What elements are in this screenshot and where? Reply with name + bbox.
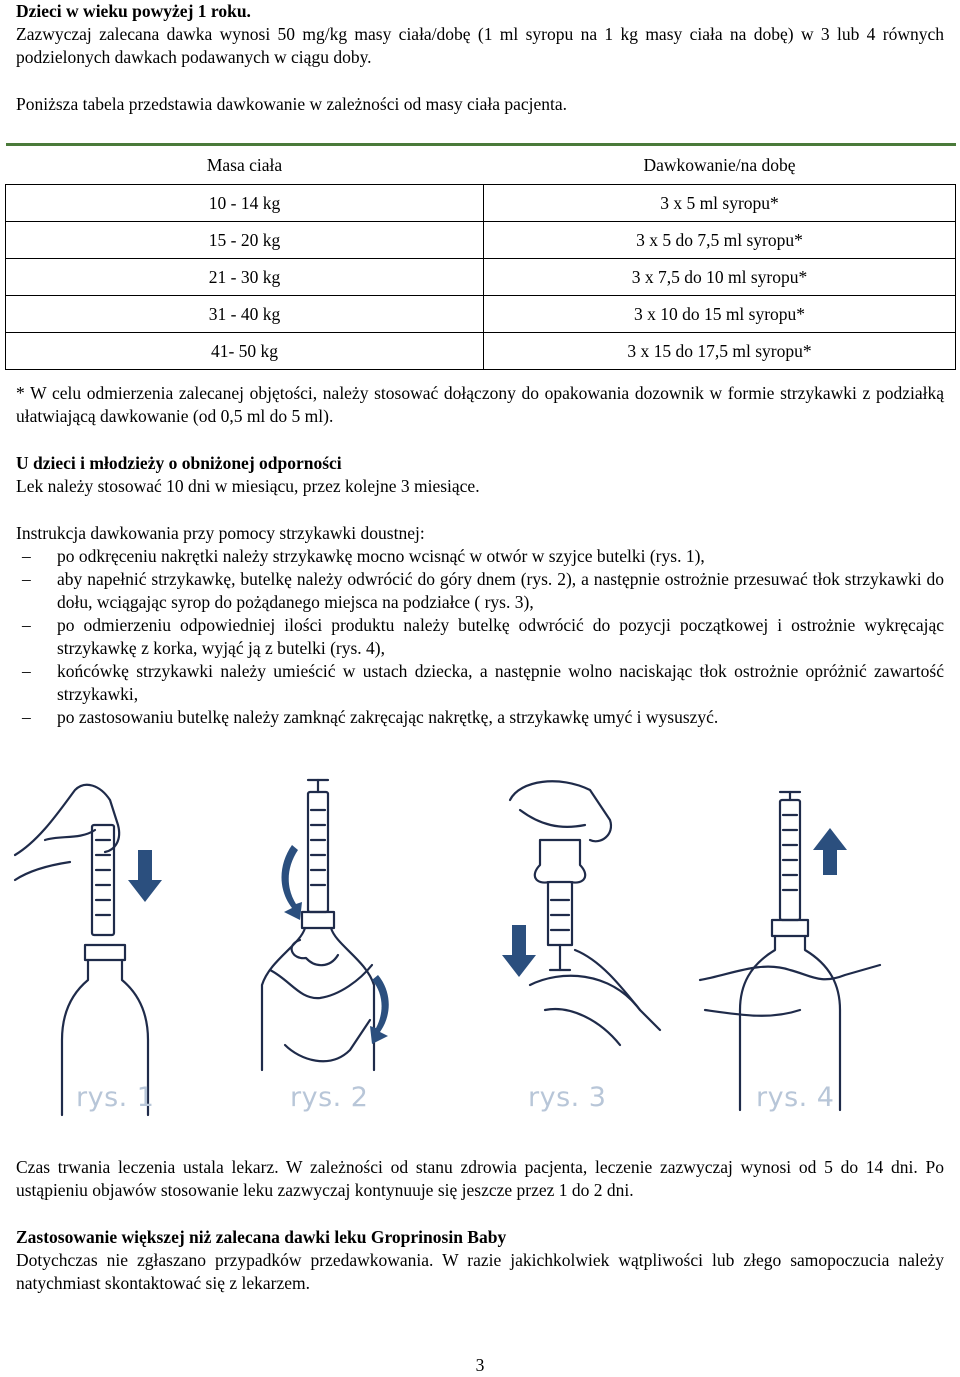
figure-label-1: rys. 1 [76, 1082, 155, 1113]
dash-bullet: – [22, 707, 31, 727]
dosage-table [5, 143, 956, 370]
figure-4-up-arrow-icon [813, 828, 847, 875]
dash-bullet: – [22, 615, 31, 635]
syringe-instruction-figure [0, 770, 960, 1130]
dose-cell: 3 x 7,5 do 10 ml syropu* [484, 259, 956, 296]
figure-2-inverted-bottle [262, 780, 374, 1070]
table-row [6, 222, 956, 259]
duration-text: Czas trwania leczenia ustala lekarz. W zależności od stanu zdrowia pacjenta, leczenie zazwyczaj wynosi od 5 do 14 dni. Po ustąpieniu objawów stosowanie leku zazwyczaj kontynuuje się jeszcze przez 1 do 2 dni. [16, 1157, 944, 1200]
dash-bullet: – [22, 661, 31, 681]
figure-1-bottle-syringe [15, 785, 148, 1115]
dose-cell: 3 x 15 do 17,5 ml syropu* [484, 333, 956, 370]
list-item [16, 706, 944, 729]
bottom-section [16, 1156, 944, 1295]
table-footnote: * W celu odmierzenia zalecanej objętości, należy stosować dołączony do opakowania dozownik w formie strzykawki z podziałką ułatwiającą dawkowanie (od 0,5 ml do 5 ml). [16, 383, 944, 426]
dash-bullet: – [22, 569, 31, 589]
instructions-heading: Instrukcja dawkowania przy pomocy strzykawki doustnej: [16, 523, 425, 543]
table-row [6, 185, 956, 222]
figure-label-2: rys. 2 [290, 1082, 369, 1113]
table-row [6, 259, 956, 296]
header-dosage: Dawkowanie/na dobę [484, 145, 956, 185]
step-text: po odkręceniu nakrętki należy strzykawkę mocno wcisnąć w otwór w szyjce butelki (rys. 1), [57, 546, 705, 566]
list-item [16, 545, 944, 568]
dose-cell: 3 x 10 do 15 ml syropu* [484, 296, 956, 333]
immunity-heading: U dzieci i młodzieży o obniżonej odporności [16, 453, 342, 473]
mass-cell: 41- 50 kg [6, 333, 484, 370]
figure-label-4: rys. 4 [756, 1082, 835, 1113]
table-row [6, 333, 956, 370]
mid-section [16, 382, 944, 729]
figure-2-rotate-right-arrow-icon [370, 975, 389, 1044]
step-text: końcówkę strzykawki należy umieścić w ustach dziecka, a następnie wolno naciskając tłok ostrożnie opróżnić zawartość strzykawki, [57, 661, 944, 704]
dose-cell: 3 x 5 ml syropu* [484, 185, 956, 222]
intro-dose-text: Zazwyczaj zalecana dawka wynosi 50 mg/kg masy ciała/dobę (1 ml syropu na 1 kg masy ciała na dobę) w 3 lub 4 równych podzielonych dawkach podawanych w ciągu doby. [16, 24, 944, 67]
overdose-text: Dotychczas nie zgłaszano przypadków przedawkowania. W razie jakichkolwiek wątpliwości lub złego samopoczucia należy natychmiast skontaktować się z lekarzem. [16, 1250, 944, 1293]
figure-2-rotate-left-arrow-icon [282, 845, 303, 920]
list-item [16, 568, 944, 614]
figure-4-removing-syringe [700, 792, 880, 1113]
figure-3-pulling-plunger [510, 781, 660, 1045]
immunity-text: Lek należy stosować 10 dni w miesiącu, przez kolejne 3 miesiące. [16, 476, 480, 496]
table-intro-text: Poniższa tabela przedstawia dawkowanie w zależności od masy ciała pacjenta. [16, 94, 568, 114]
header-body-mass: Masa ciała [6, 145, 484, 185]
step-text: po zastosowaniu butelkę należy zamknąć zakręcając nakrętkę, a strzykawkę umyć i wysuszyć. [57, 707, 719, 727]
list-item [16, 660, 944, 706]
mass-cell: 15 - 20 kg [6, 222, 484, 259]
step-text: po odmierzeniu odpowiedniej ilości produktu należy butelkę odwrócić do pozycji początkowej i ostrożnie wykręcając strzykawkę z korka, wyjąć ją z butelki (rys. 4), [57, 615, 944, 658]
figure-3-down-arrow-icon [502, 925, 536, 977]
list-item [16, 614, 944, 660]
mass-cell: 10 - 14 kg [6, 185, 484, 222]
overdose-heading: Zastosowanie większej niż zalecana dawki leku Groprinosin Baby [16, 1227, 507, 1247]
dosage-table-wrapper [5, 143, 956, 370]
figure-label-3: rys. 3 [528, 1082, 607, 1113]
intro-heading: Dzieci w wieku powyżej 1 roku. [16, 1, 251, 21]
step-text: aby napełnić strzykawkę, butelkę należy odwrócić do góry dnem (rys. 2), a następnie ostrożnie przesuwać tłok strzykawki do dołu, wciągając syrop do pożądanego miejsca na podziałce ( rys. 3), [57, 569, 944, 612]
instructions-list [16, 545, 944, 729]
page-number: 3 [475, 1355, 485, 1375]
dash-bullet: – [22, 546, 31, 566]
table-row [6, 296, 956, 333]
figure-1-down-arrow-icon [128, 850, 162, 902]
dose-cell: 3 x 5 do 7,5 ml syropu* [484, 222, 956, 259]
dosage-table-header-row [6, 145, 956, 185]
mass-cell: 31 - 40 kg [6, 296, 484, 333]
mass-cell: 21 - 30 kg [6, 259, 484, 296]
